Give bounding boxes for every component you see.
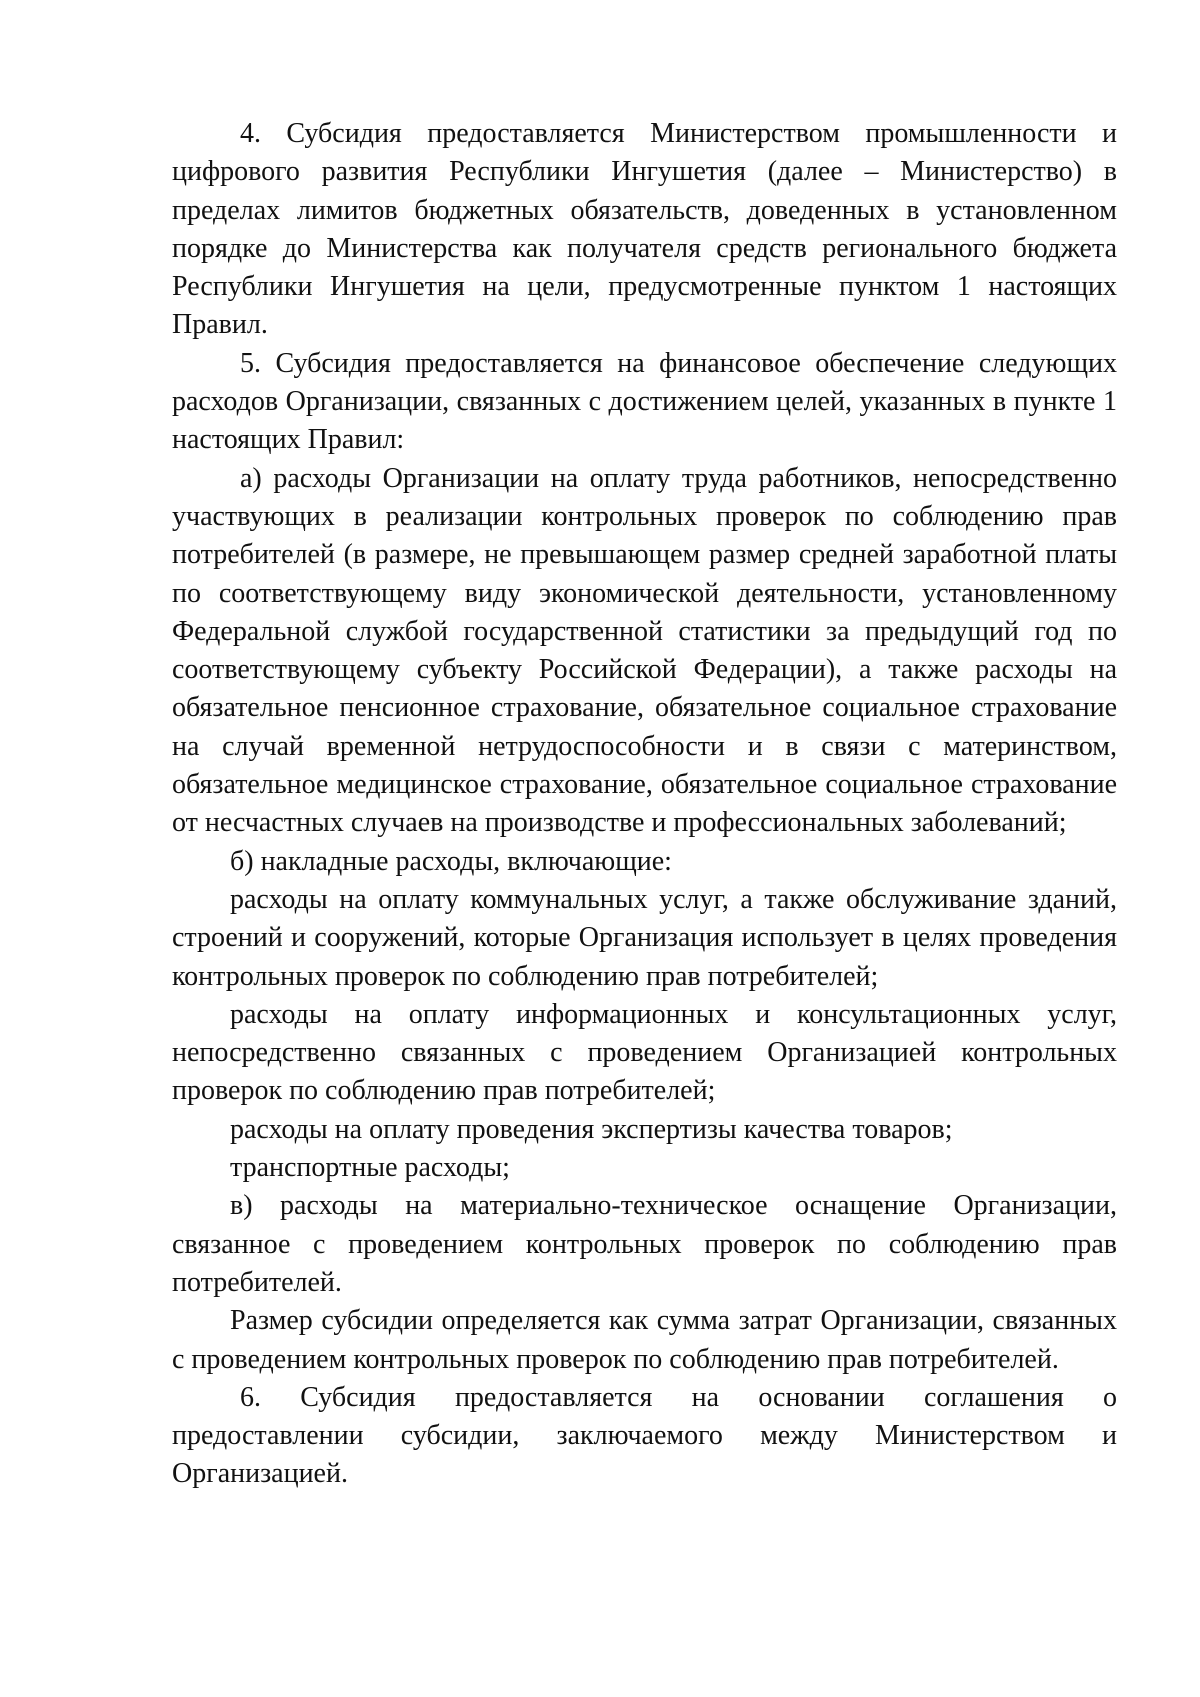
document-page: [172, 115, 1117, 1494]
paragraph-subsidy-amount: Размер субсидии определяется как сумма затрат Организации, связанных с проведением контрольных проверок по соблюдению прав потребителей.: [172, 1305, 1117, 1375]
paragraph-6-agreement: 6. Субсидия предоставляется на основании соглашения о предоставлении субсидии, заключаемого между Министерством и Организацией.: [172, 1381, 1117, 1490]
paragraph-5b-transport: транспортные расходы;: [230, 1152, 510, 1184]
paragraph-5b-expertise: расходы на оплату проведения экспертизы качества товаров;: [230, 1113, 953, 1145]
paragraph-5b-overhead: б) накладные расходы, включающие:: [230, 845, 672, 877]
paragraph-5a-labor-costs: а) расходы Организации на оплату труда работников, непосредственно участвующих в реализации контрольных проверок по соблюдению прав потребителей (в размере, не превышающем размер средней заработной платы по соответствующему виду экономической деятельности, установленному Федеральной службой государственной статистики за предыдущий год по соответствующему субъекту Российской Федерации), а также расходы на обязательное пенсионное страхование, обязательное социальное страхование на случай временной нетрудоспособности и в связи с материнством, обязательное медицинское страхование, обязательное социальное страхование от несчастных случаев на производстве и профессиональных заболеваний;: [172, 462, 1117, 839]
paragraph-4-subsidy-provider: 4. Субсидия предоставляется Министерством промышленности и цифрового развития Республики Ингушетия (далее – Министерство) в пределах лимитов бюджетных обязательств, доведенных в установленном порядке до Министерства как получателя средств регионального бюджета Республики Ингушетия на цели, предусмотренные пунктом 1 настоящих Правил.: [172, 118, 1117, 341]
paragraph-5b-consulting: расходы на оплату информационных и консультационных услуг, непосредственно связанных с проведением Организацией контрольных проверок по соблюдению прав потребителей;: [172, 998, 1117, 1107]
paragraph-5-subsidy-purpose: 5. Субсидия предоставляется на финансовое обеспечение следующих расходов Организации, связанных с достижением целей, указанных в пункте 1 настоящих Правил:: [172, 347, 1117, 456]
paragraph-5b-utilities: расходы на оплату коммунальных услуг, а также обслуживание зданий, строений и сооружений, которые Организация использует в целях проведения контрольных проверок по соблюдению прав потребителей;: [172, 883, 1117, 992]
paragraph-5v-equipment: в) расходы на материально-техническое оснащение Организации, связанное с проведением контрольных проверок по соблюдению прав потребителей.: [172, 1190, 1117, 1298]
